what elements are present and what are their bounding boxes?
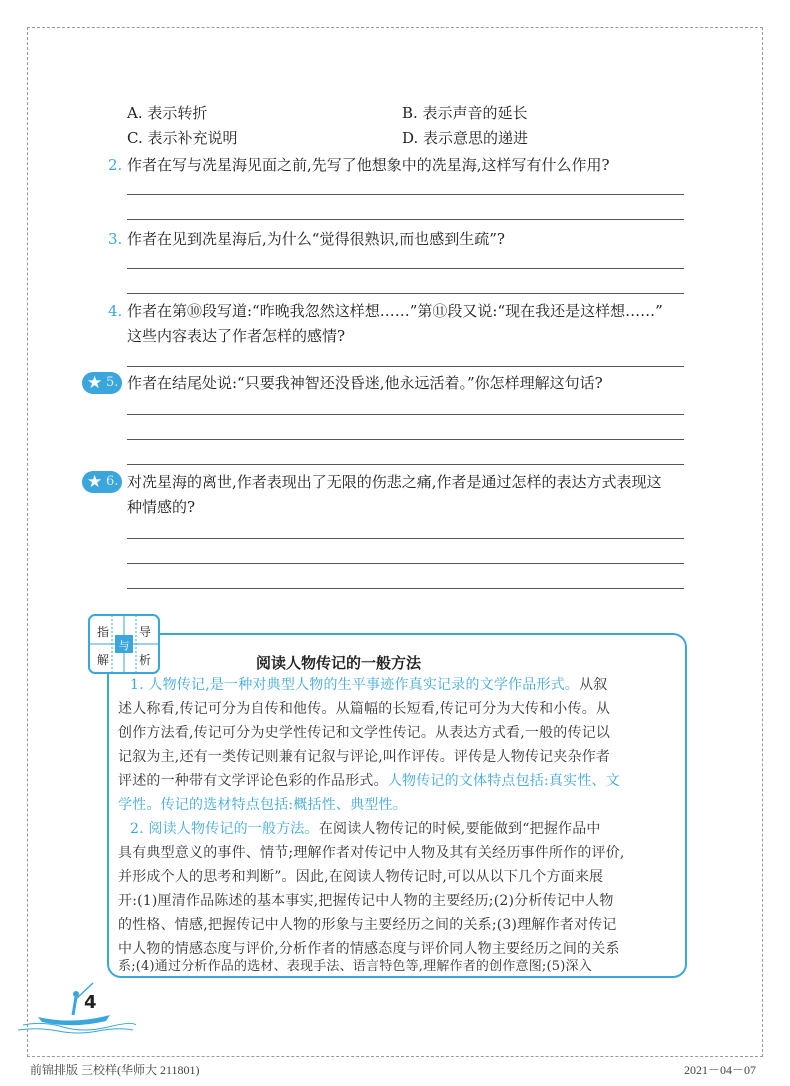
question-2-number: 2. <box>108 156 123 174</box>
guide-p2-line1-highlight: 2. 阅读人物传记的一般方法。 <box>130 821 319 837</box>
guide-p2-line7: 系;(4)通过分析作品的选材、表现手法、语言特色等,理解作者的创作意图;(5)深入 <box>118 959 592 974</box>
guide-logo <box>88 614 160 674</box>
logo-char-5: 析 <box>138 653 152 667</box>
guide-p1-line1-rest: 从叙 <box>579 677 608 693</box>
guide-p1-line1-highlight: 1. 人物传记,是一种对典型人物的生平事迹作真实记录的文学作品形式。 <box>130 677 580 693</box>
question-6-text-line2: 种情感的? <box>127 498 196 516</box>
star-icon: ★ <box>87 472 103 492</box>
footer-right: 2021－04－07 <box>684 1063 757 1077</box>
guide-p2-line6: 中人物的情感态度与评价,分析作者的情感态度与评价同人物主要经历之间的关系 <box>118 941 620 957</box>
guide-p2-line2: 具有典型意义的事件、情节;理解作者对传记中人物及其有关经历事件所作的评价, <box>118 845 625 861</box>
guide-p2-line4: 开:(1)厘清作品陈述的基本事实,把握传记中人物的主要经历;(2)分析传记中人物 <box>118 893 614 909</box>
question-5-number: 5. <box>106 375 119 390</box>
answer-line <box>127 464 684 465</box>
question-6-text: 对冼星海的离世,作者表现出了无限的伤悲之痛,作者是通过怎样的表达方式表现这 <box>127 473 662 491</box>
question-3-number: 3. <box>108 230 123 248</box>
answer-line <box>127 588 684 589</box>
guide-p1-line5 <box>118 771 620 791</box>
option-a: A. 表示转折 <box>127 104 208 122</box>
guide-p1-line6: 学性。传记的选材特点包括:概括性、典型性。 <box>118 797 407 813</box>
answer-line <box>127 366 684 367</box>
guide-p2-line1 <box>130 819 601 839</box>
guide-p2-line5: 的性格、情感,把握传记中人物的形象与主要经历之间的关系;(3)理解作者对传记 <box>118 917 617 933</box>
answer-line <box>127 538 684 539</box>
option-c: C. 表示补充说明 <box>127 129 238 147</box>
guide-p2-line3: 并形成个人的思考和判断”。因此,在阅读人物传记时,可以从以下几个方面来展 <box>118 869 604 885</box>
question-4-text-line2: 这些内容表达了作者怎样的感情? <box>127 327 346 345</box>
answer-line <box>127 439 684 440</box>
logo-char-2: 导 <box>138 625 152 639</box>
guide-p1-line5-rest: 评述的一种带有文学评论色彩的作品形式。 <box>118 773 388 789</box>
logo-char-1: 指 <box>96 625 110 639</box>
question-4-text: 作者在第⑩段写道:“昨晚我忽然这样想……”第⑪段又说:“现在我还是这样想……” <box>127 302 663 320</box>
answer-line <box>127 563 684 564</box>
guide-p1-line3: 创作方法看,传记可分为史学性传记和文学性传记。从表达方式看,一般的传记以 <box>118 725 611 741</box>
answer-line <box>127 293 684 294</box>
star-badge-5 <box>82 372 122 394</box>
guide-p1-line2: 述人称看,传记可分为自传和他传。从篇幅的长短看,传记可分为大传和小传。从 <box>118 701 611 717</box>
guide-p1-line1 <box>130 675 607 695</box>
answer-line <box>127 268 684 269</box>
logo-char-4: 解 <box>96 653 110 667</box>
guide-p2-line1-rest: 在阅读人物传记的时候,要能做到“把握作品中 <box>318 821 601 837</box>
question-3-text: 作者在见到冼星海后,为什么“觉得很熟识,而也感到生疏”? <box>127 230 505 248</box>
star-badge-6 <box>82 471 122 493</box>
answer-line <box>127 414 684 415</box>
question-6-number: 6. <box>106 474 119 489</box>
answer-line <box>127 219 684 220</box>
guide-title: 阅读人物传记的一般方法 <box>256 654 422 672</box>
boat-illustration <box>18 975 138 1035</box>
question-5-text: 作者在结尾处说:“只要我神智还没昏迷,他永远活着。”你怎样理解这句话? <box>127 374 603 392</box>
page-number: 4 <box>84 992 97 1013</box>
star-icon: ★ <box>87 373 103 393</box>
question-2-text: 作者在写与冼星海见面之前,先写了他想象中的冼星海,这样写有什么作用? <box>127 156 610 174</box>
footer-left: 前锦排版 三校样(华师大 211801) <box>30 1063 200 1077</box>
logo-char-3: 与 <box>118 639 130 652</box>
option-d: D. 表示意思的递进 <box>402 129 529 147</box>
guide-p1-line4: 记叙为主,还有一类传记则兼有记叙与评论,叫作评传。评传是人物传记夹杂作者 <box>118 749 611 765</box>
question-4-number: 4. <box>108 302 123 320</box>
answer-line <box>127 194 684 195</box>
option-b: B. 表示声音的延长 <box>402 104 528 122</box>
guide-p1-line5-highlight: 人物传记的文体特点包括:真实性、文 <box>387 773 620 789</box>
